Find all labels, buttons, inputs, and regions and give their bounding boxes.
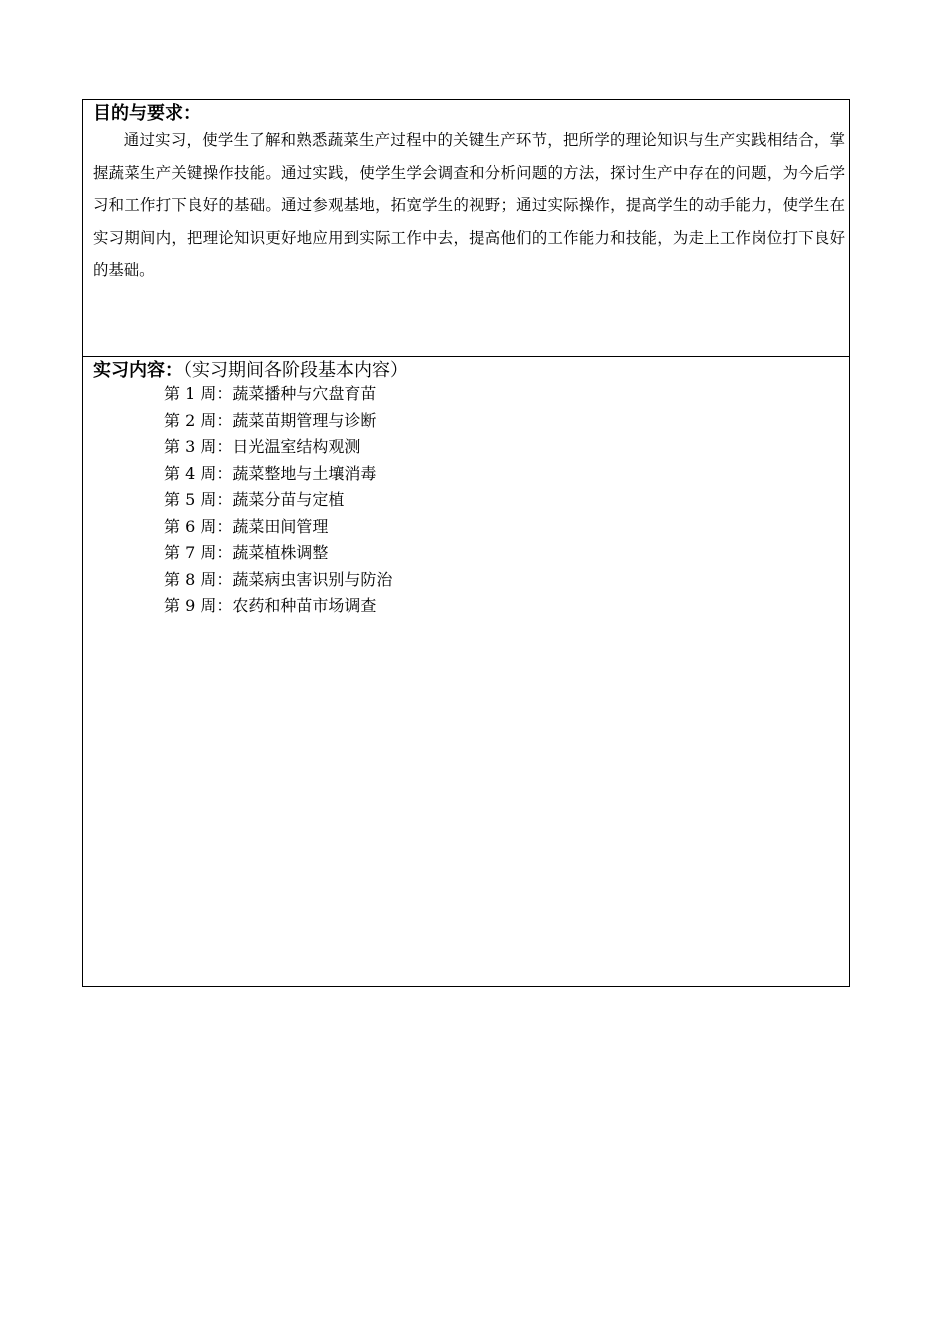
week-item-2: 第 2 周：蔬菜苗期管理与诊断 [164, 410, 377, 430]
purpose-requirements-section [83, 100, 849, 357]
week-item-5: 第 5 周：蔬菜分苗与定植 [164, 490, 345, 509]
week-item-6: 第 6 周：蔬菜田间管理 [164, 516, 329, 536]
internship-content-section [83, 357, 849, 986]
week-item-7: 第 7 周：蔬菜植株调整 [164, 543, 329, 562]
content-heading-text: 实习内容： [93, 360, 183, 381]
purpose-heading-text: 目的与要求： [93, 103, 201, 124]
week-item-8: 第 8 周：蔬菜病虫害识别与防治 [164, 569, 393, 589]
purpose-heading [93, 102, 201, 126]
week-item-9: 第 9 周：农药和种苗市场调查 [164, 596, 377, 615]
week-schedule-list [164, 381, 392, 620]
week-item-3: 第 3 周：日光温室结构观测 [164, 437, 361, 456]
content-heading-note: （实习期间各阶段基本内容） [183, 360, 408, 381]
content-heading [93, 359, 408, 383]
week-item-1: 第 1 周：蔬菜播种与穴盘育苗 [164, 384, 377, 403]
week-item-4: 第 4 周：蔬菜整地与土壤消毒 [164, 463, 377, 483]
purpose-body-text: 通过实习，使学生了解和熟悉蔬菜生产过程中的关键生产环节，把所学的理论知识与生产实践相结合，掌握蔬菜生产关键操作技能。通过实践，使学生学会调查和分析问题的方法，探讨生产中存在的问题，为今后学习和工作打下良好的基础。通过参观基地，拓宽学生的视野；通过实际操作，提高学生的动手能力，使学生在实习期间内，把理论知识更好地应用到实际工作中去，提高他们的工作能力和技能，为走上工作岗位打下良好的基础。 [93, 131, 845, 280]
internship-form-table [82, 99, 850, 987]
